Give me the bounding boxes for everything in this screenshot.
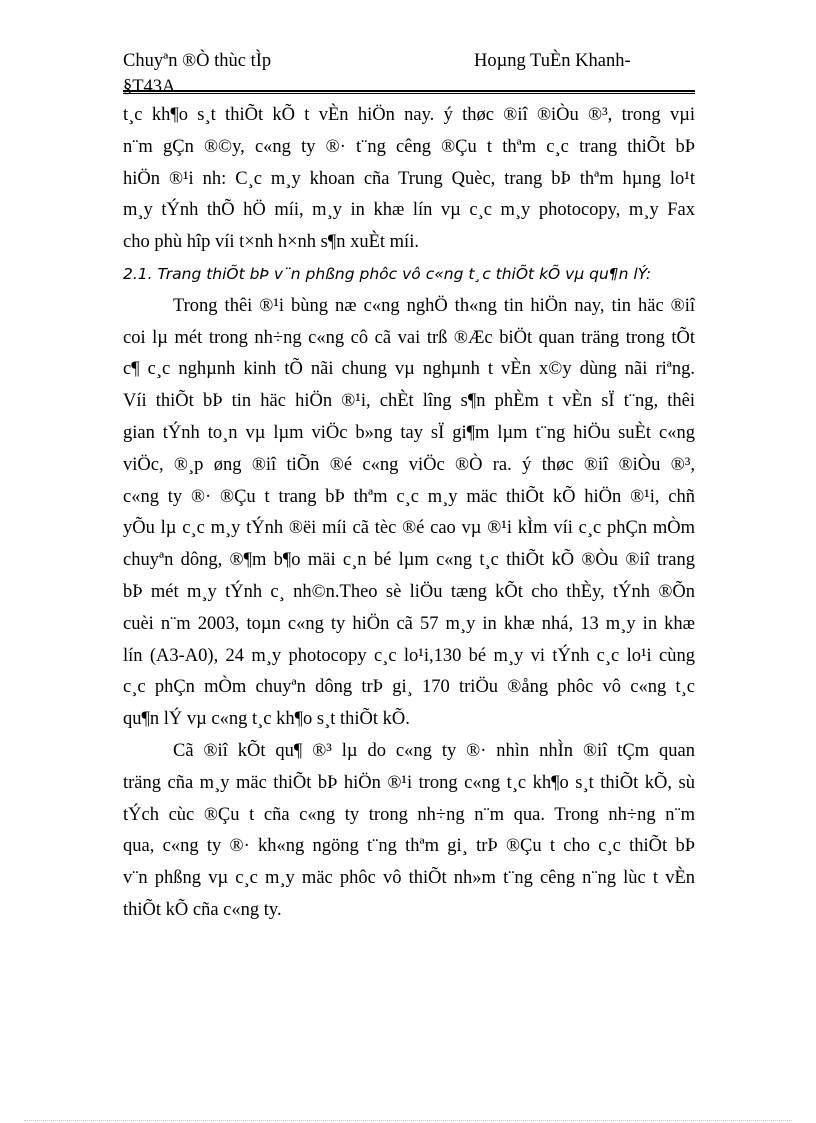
text-line: Víi thiÕt bÞ tin häc hiÖn ®¹i, chÈt lîng s¶n phÈm t vÈn sÏ t¨ng, thêi [123,391,695,412]
text-line: v¨n phßng vµ c¸c m¸y mäc phôc vô thiÕt nh»m t¨ng cêng n¨ng lùc t vÈn [123,868,695,889]
text-line: viÖc, ®¸p øng ®iî tiÕn ®é c«ng viÖc ®Ò ra. ý thøc ®iî ®iÒu ®³, [123,454,695,475]
text-line: qu¶n lÝ vµ c«ng t¸c kh¶o s¸t thiÕt kÕ. [123,709,410,730]
text-line: n¨m gÇn ®©y, c«ng ty ®· t¨ng cêng ®Çu t thªm c¸c trang thiÕt bÞ [123,136,695,157]
text-line: hiÖn ®¹i nh: C¸c m¸y khoan cña Trung Quèc, trang bÞ thªm hµng lo¹t [123,168,695,189]
text-line: lín (A3-A0), 24 m¸y photocopy c¸c lo¹i,130 bé m¸y vi tÝnh c¸c lo¹i cùng [123,645,695,666]
header-divider [123,90,695,94]
text-line: Cã ®iî kÕt qu¶ ®³ lµ do c«ng ty ®· nhìn nhÌn ®iî tÇm quan [173,740,695,761]
text-line: c¸c phÇn mÒm chuyªn dông trÞ gi¸ 170 triÖu ®ång phôc vô c«ng t¸c [123,677,695,698]
text-line: bÞ mét m¸y tÝnh c¸ nh©n.Theo sè liÖu tæng kÕt cho thÈy, tÝnh ®Õn [123,581,695,602]
text-line: tÝch cùc ®Çu t cña c«ng ty trong nh÷ng n¨m qua. Trong nh÷ng n¨m [123,804,695,825]
header-author-name: Hoµng TuÈn Khanh- [474,51,631,71]
text-line: chuyªn dông, ®¶m b¶o mäi c¸n bé lµm c«ng t¸c thiÕt kÕ ®Òu ®iî trang [123,550,695,571]
text-line: träng cña m¸y mäc thiÕt bÞ hiÖn ®¹i trong c«ng t¸c kh¶o s¸t thiÕt kÕ, sù [123,772,695,793]
text-line: c«ng ty ®· ®Çu t trang bÞ thªm c¸c m¸y mäc thiÕt kÕ hiÖn ®¹i, chñ [123,486,695,507]
body-text [123,100,695,927]
paragraph-3 [123,736,695,927]
text-line: cuèi n¨m 2003, toµn c«ng ty hiÖn cã 57 m¸y in khæ nhá, 13 m¸y in khæ [123,613,695,634]
text-line: coi lµ mét trong nh÷ng c«ng cô cã vai trß ®Æc biÖt quan träng trong tÕt [123,327,695,348]
paragraph-1 [123,100,695,259]
header-report-title: Chuyªn ®Ò thùc tÌp [123,51,272,71]
text-line: c¶ c¸c nghµnh kinh tÕ nãi chung vµ nghµnh t vÈn x©y dùng nãi riªng. [123,359,695,380]
text-line: gian tÝnh to¸n vµ lµm viÖc b»ng tay sÏ gi¶m lµm t¨ng hiÖu suÈt c«ng [123,422,695,443]
text-line: thiÕt kÕ cña c«ng ty. [123,899,282,920]
section-heading: 2.1. Trang thiÕt bÞ v¨n phßng phôc vô c«ng t¸c thiÕt kÕ vµ qu¶n lÝ: [123,264,652,283]
text-line: cho phù hîp víi t×nh h×nh s¶n xuÈt míi. [123,232,419,253]
text-line: yÕu lµ c¸c m¸y tÝnh ®ëi míi cã tèc ®é cao vµ ®¹i kÌm víi c¸c phÇn mÒm [123,518,695,539]
text-line: qua, c«ng ty ®· kh«ng ngöng t¨ng thªm gi¸ trÞ ®Çu t cho c¸c thiÕt bÞ [123,836,695,857]
header-class-code: §T43A [123,77,176,97]
paragraph-2 [123,291,695,736]
text-line: Trong thêi ®¹i bùng næ c«ng nghÖ th«ng tin hiÖn nay, tin häc ®iî [173,295,695,316]
text-line: m¸y tÝnh thÕ hÖ míi, m¸y in khæ lín vµ c¸c m¸y photocopy, m¸y Fax [123,200,695,221]
page-bottom-border [24,1120,792,1121]
text-line: t¸c kh¶o s¸t thiÕt kÕ t vÈn hiÖn nay. ý thøc ®iî ®iÒu ®³, trong vµi [123,105,695,125]
